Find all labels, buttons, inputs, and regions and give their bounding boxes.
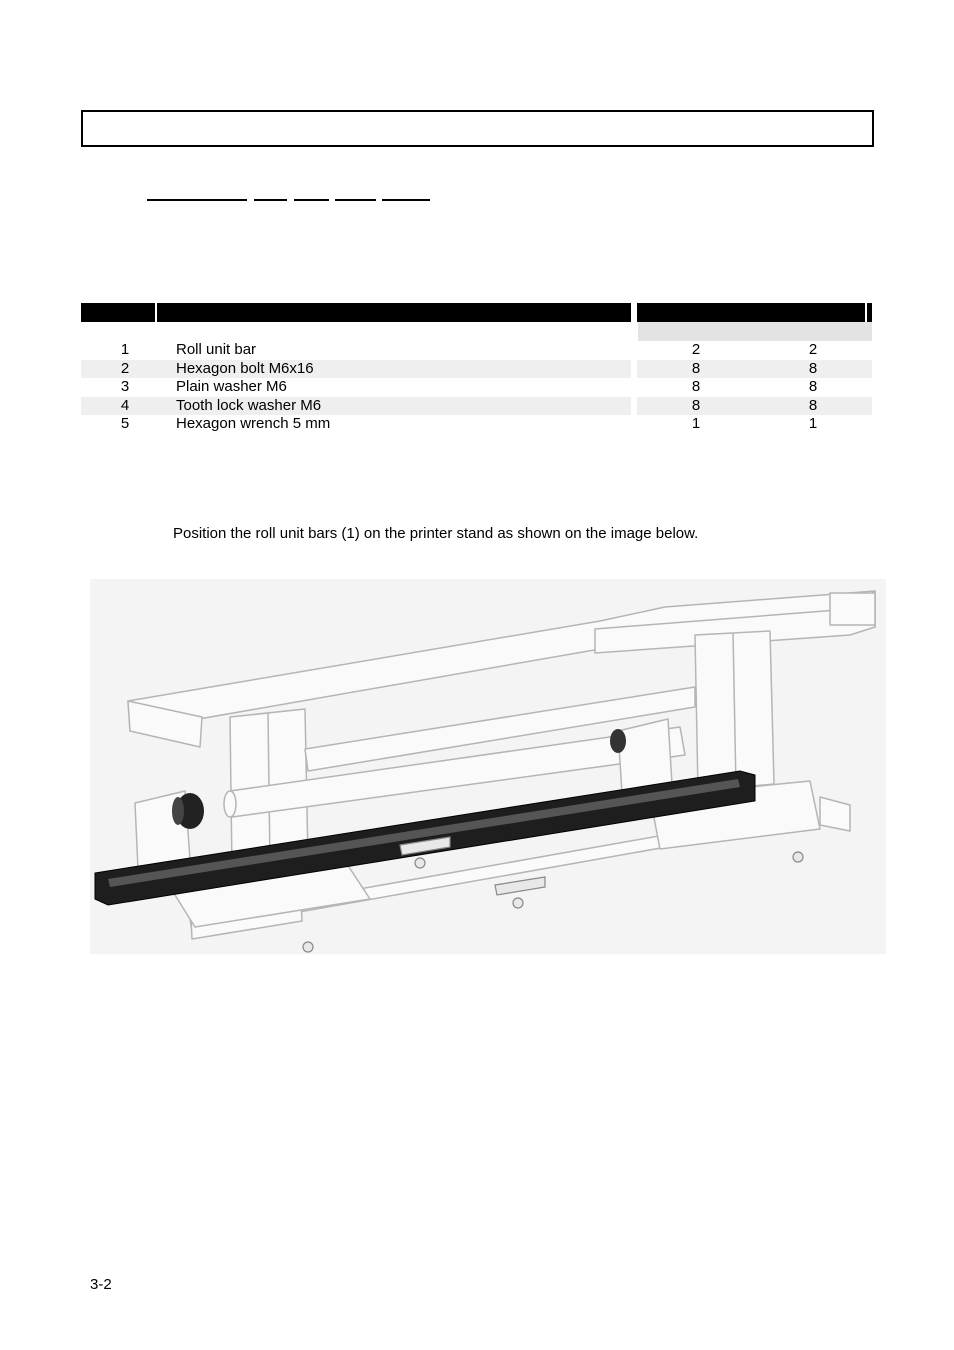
part-description: Hexagon wrench 5 mm xyxy=(176,415,331,432)
printer-stand-illustration xyxy=(90,579,886,954)
header-divider xyxy=(631,303,637,322)
section-title-box xyxy=(81,110,874,147)
table-subheader xyxy=(638,322,872,341)
page-number: 3-2 xyxy=(90,1276,112,1293)
table-row xyxy=(81,341,872,359)
part-number: 1 xyxy=(120,341,130,358)
part-description: Hexagon bolt M6x16 xyxy=(176,360,314,377)
part-quantity: 1 xyxy=(808,415,818,432)
part-number: 5 xyxy=(120,415,130,432)
table-header xyxy=(81,303,872,322)
part-description: Roll unit bar xyxy=(176,341,257,358)
underline-segment xyxy=(382,199,430,201)
table-row xyxy=(81,360,872,378)
part-quantity: 8 xyxy=(808,360,818,377)
part-quantity: 8 xyxy=(808,378,818,395)
part-quantity: 8 xyxy=(691,397,701,414)
table-row xyxy=(81,378,872,396)
underline-segment xyxy=(335,199,376,201)
underline-segment xyxy=(254,199,287,201)
part-quantity: 8 xyxy=(691,360,701,377)
table-row xyxy=(81,397,872,415)
part-description: Tooth lock washer M6 xyxy=(176,397,322,414)
underline-segment xyxy=(294,199,329,201)
underline-segment xyxy=(147,199,247,201)
part-description: Plain washer M6 xyxy=(176,378,287,395)
table-row xyxy=(81,415,872,433)
part-number: 3 xyxy=(120,378,130,395)
part-quantity: 2 xyxy=(691,341,701,358)
part-number: 4 xyxy=(120,397,130,414)
header-divider xyxy=(155,303,157,322)
part-quantity: 2 xyxy=(808,341,818,358)
part-quantity: 1 xyxy=(691,415,701,432)
header-divider xyxy=(865,303,867,322)
instruction-text: Position the roll unit bars (1) on the printer stand as shown on the image below. xyxy=(173,525,699,542)
part-quantity: 8 xyxy=(808,397,818,414)
part-quantity: 8 xyxy=(691,378,701,395)
part-number: 2 xyxy=(120,360,130,377)
